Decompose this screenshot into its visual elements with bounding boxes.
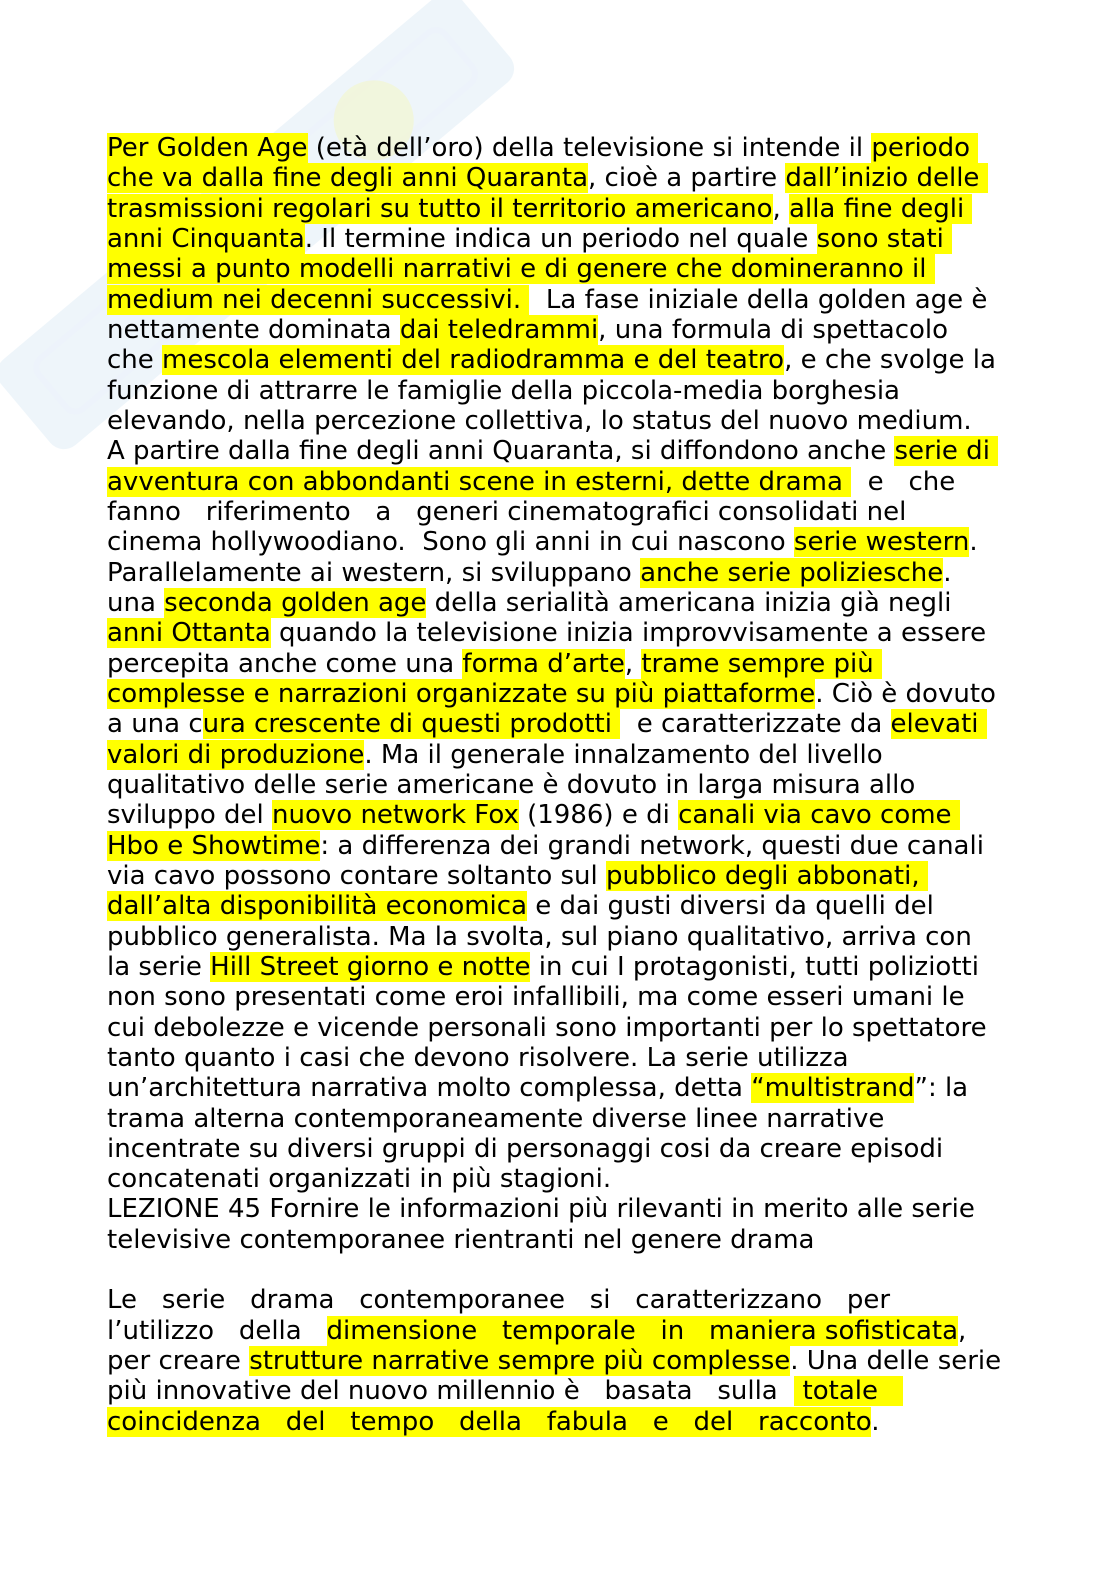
- text-line: [107, 163, 1001, 193]
- text-line: [107, 1043, 1001, 1073]
- highlighted-text: periodo: [871, 133, 979, 163]
- highlighted-text: sono stati: [816, 223, 953, 254]
- text-line: [107, 1164, 1001, 1194]
- highlighted-text: Hbo e Showtime: [107, 830, 321, 861]
- text-line: [107, 376, 1001, 406]
- text-segment: televisive contemporanee rientranti nel genere drama: [107, 1224, 815, 1255]
- text-line: [107, 770, 1001, 800]
- highlighted-text: serie western: [793, 527, 970, 558]
- text-line: [107, 982, 1001, 1012]
- text-line: [107, 952, 1001, 982]
- text-segment: trama alterna contemporaneamente diverse linee narrative: [107, 1103, 885, 1134]
- highlighted-text: medium nei decenni successivi.: [107, 284, 530, 315]
- text-segment: .: [871, 1406, 880, 1437]
- text-segment: una: [107, 587, 165, 618]
- text-line: [107, 800, 1001, 830]
- text-line: [107, 1346, 1001, 1376]
- text-segment: . Il termine indica un periodo nel quale: [304, 223, 817, 254]
- highlighted-text: seconda golden age: [164, 587, 427, 618]
- text-segment: elevando, nella percezione collettiva, lo status del nuovo medium.: [107, 405, 972, 436]
- text-line: [107, 1194, 1001, 1224]
- text-segment: pubblico generalista. Ma la svolta, sul piano qualitativo, arriva con: [107, 921, 972, 952]
- highlighted-text: alla fine degli: [789, 193, 973, 224]
- text-segment: via cavo possono contare soltanto sul: [107, 860, 607, 891]
- text-line: [107, 922, 1001, 952]
- text-segment: quando la televisione inizia improvvisamente a essere: [270, 618, 987, 649]
- text-segment: . Una delle serie: [790, 1346, 1002, 1377]
- text-segment: non sono presentati come eroi infallibili, ma come esseri umani le: [107, 982, 965, 1013]
- text-line: [107, 861, 1001, 891]
- highlighted-text: dai teledrammi: [399, 314, 599, 345]
- text-segment: concatenati organizzati in più stagioni.: [107, 1164, 612, 1195]
- text-segment: un’architettura narrativa molto complessa, detta: [107, 1073, 752, 1104]
- text-line: [107, 406, 1001, 436]
- text-segment: percepita anche come una: [107, 648, 463, 679]
- highlighted-text: valori di produzione: [107, 739, 365, 770]
- text-segment: .: [943, 557, 952, 588]
- text-line: [107, 1225, 1001, 1255]
- text-segment: , cioè a partire: [588, 163, 786, 194]
- text-segment: A partire dalla fine degli anni Quaranta, si diffondono anche: [107, 436, 895, 467]
- text-segment: che: [107, 345, 163, 376]
- highlighted-text: anni Cinquanta: [107, 223, 305, 254]
- text-segment: LEZIONE 45 Fornire le informazioni più rilevanti in merito alle serie: [107, 1194, 975, 1225]
- highlighted-text: canali via cavo come: [678, 800, 960, 831]
- highlighted-text: anni Ottanta: [107, 618, 271, 649]
- text-line: [107, 1073, 1001, 1103]
- text-segment: e che: [851, 466, 956, 497]
- text-segment: ,: [958, 1315, 967, 1346]
- text-segment: cui debolezze e vicende personali sono importanti per lo spettatore: [107, 1012, 987, 1043]
- text-segment: La fase iniziale della golden age è: [529, 284, 988, 315]
- text-line: [107, 1407, 1001, 1437]
- text-line: [107, 1316, 1001, 1346]
- text-line: [107, 1013, 1001, 1043]
- text-line: [107, 315, 1001, 345]
- highlighted-text: complesse e narrazioni organizzate su più piattaforme: [107, 678, 816, 709]
- highlighted-text: pubblico degli abbonati,: [606, 860, 928, 891]
- text-line: [107, 679, 1001, 709]
- highlighted-text: nuovo network Fox: [272, 800, 519, 831]
- text-line: [107, 1134, 1001, 1164]
- highlighted-text: Per Golden Age: [107, 133, 308, 163]
- text-segment: e dai gusti diversi da quelli del: [527, 891, 934, 922]
- text-segment: cinema hollywoodiano. Sono gli anni in cui nascono: [107, 527, 794, 558]
- text-line: [107, 1285, 1001, 1315]
- text-line: [107, 224, 1001, 254]
- text-segment: sviluppo del: [107, 800, 273, 831]
- highlighted-text: trasmissioni regolari su tutto il territorio americano: [107, 193, 773, 224]
- highlighted-text: che va dalla fine degli anni Quaranta: [107, 163, 589, 194]
- text-segment: (età dell’oro) della televisione si intende il: [307, 133, 872, 163]
- text-segment: .: [969, 527, 978, 558]
- highlighted-text: mescola elementi del radiodramma e del teatro: [162, 345, 785, 376]
- text-line: [107, 345, 1001, 375]
- text-line: [107, 558, 1001, 588]
- text-segment: ”: la: [914, 1073, 969, 1104]
- highlighted-text: “multistrand: [751, 1073, 915, 1104]
- document-body: [107, 133, 1001, 1437]
- text-line: [107, 649, 1001, 679]
- highlighted-text: totale: [794, 1376, 903, 1407]
- text-segment: più innovative del nuovo millennio è basata sulla: [107, 1376, 795, 1407]
- text-line: [107, 618, 1001, 648]
- highlighted-text: dimensione temporale in maniera sofisticata: [326, 1315, 959, 1346]
- text-segment: l’utilizzo della: [107, 1315, 327, 1346]
- text-segment: fanno riferimento a generi cinematografici consolidati nel: [107, 496, 907, 527]
- text-segment: . Ciò è dovuto: [815, 678, 996, 709]
- highlighted-text: strutture narrative sempre più complesse: [249, 1346, 791, 1377]
- text-segment: qualitativo delle serie americane è dovuto in larga misura allo: [107, 769, 916, 800]
- text-line: [107, 194, 1001, 224]
- text-segment: , una formula di spettacolo: [598, 314, 949, 345]
- text-segment: e caratterizzate da: [620, 709, 891, 740]
- text-segment: Le serie drama contemporanee si caratterizzano per: [107, 1285, 891, 1316]
- highlighted-text: anche serie poliziesche: [640, 557, 944, 588]
- text-segment: , e che svolge la: [784, 345, 996, 376]
- text-line: [107, 467, 1001, 497]
- text-segment: : a differenza dei grandi network, questi due canali: [320, 830, 984, 861]
- highlighted-text: dall’alta disponibilità economica: [107, 891, 528, 922]
- text-segment: tanto quanto i casi che devono risolvere. La serie utilizza: [107, 1042, 849, 1073]
- text-segment: ,: [624, 648, 642, 679]
- text-segment: Parallelamente ai western, si sviluppano: [107, 557, 641, 588]
- text-segment: in cui I protagonisti, tutti poliziotti: [530, 951, 979, 982]
- text-line: [107, 1376, 1001, 1406]
- text-line: [107, 436, 1001, 466]
- text-line: [107, 891, 1001, 921]
- text-segment: a una c: [107, 709, 203, 740]
- text-segment: (1986) e di: [518, 800, 679, 831]
- text-line: [107, 831, 1001, 861]
- text-segment: della serialità americana inizia già negli: [426, 587, 952, 618]
- text-line: [107, 133, 1001, 163]
- highlighted-text: messi a punto modelli narrativi e di genere che domineranno il: [107, 254, 935, 285]
- highlighted-text: dall’inizio delle: [785, 163, 988, 194]
- text-segment: per creare: [107, 1346, 250, 1377]
- highlighted-text: coincidenza del tempo della fabula e del racconto: [107, 1406, 872, 1437]
- text-line: [107, 285, 1001, 315]
- text-line: [107, 254, 1001, 284]
- text-line: [107, 740, 1001, 770]
- text-segment: . Ma il generale innalzamento del livello: [364, 739, 883, 770]
- text-segment: la serie: [107, 951, 211, 982]
- text-line: [107, 709, 1001, 739]
- text-segment: incentrate su diversi gruppi di personaggi cosi da creare episodi: [107, 1133, 944, 1164]
- highlighted-text: avventura con abbondanti scene in esterni, dette drama: [107, 466, 852, 497]
- highlighted-text: Hill Street giorno e notte: [210, 951, 531, 982]
- text-segment: funzione di attrarre le famiglie della piccola-media borghesia: [107, 375, 900, 406]
- text-segment: nettamente dominata: [107, 314, 400, 345]
- blank-line: [107, 1255, 1001, 1285]
- highlighted-text: elevati: [890, 709, 987, 740]
- text-segment: ,: [772, 193, 790, 224]
- text-line: [107, 527, 1001, 557]
- text-line: [107, 588, 1001, 618]
- highlighted-text: ura crescente di questi prodotti: [202, 709, 621, 740]
- highlighted-text: trame sempre più: [641, 648, 882, 679]
- highlighted-text: forma d’arte: [462, 648, 625, 679]
- text-line: [107, 497, 1001, 527]
- highlighted-text: serie di: [894, 436, 999, 467]
- text-line: [107, 1104, 1001, 1134]
